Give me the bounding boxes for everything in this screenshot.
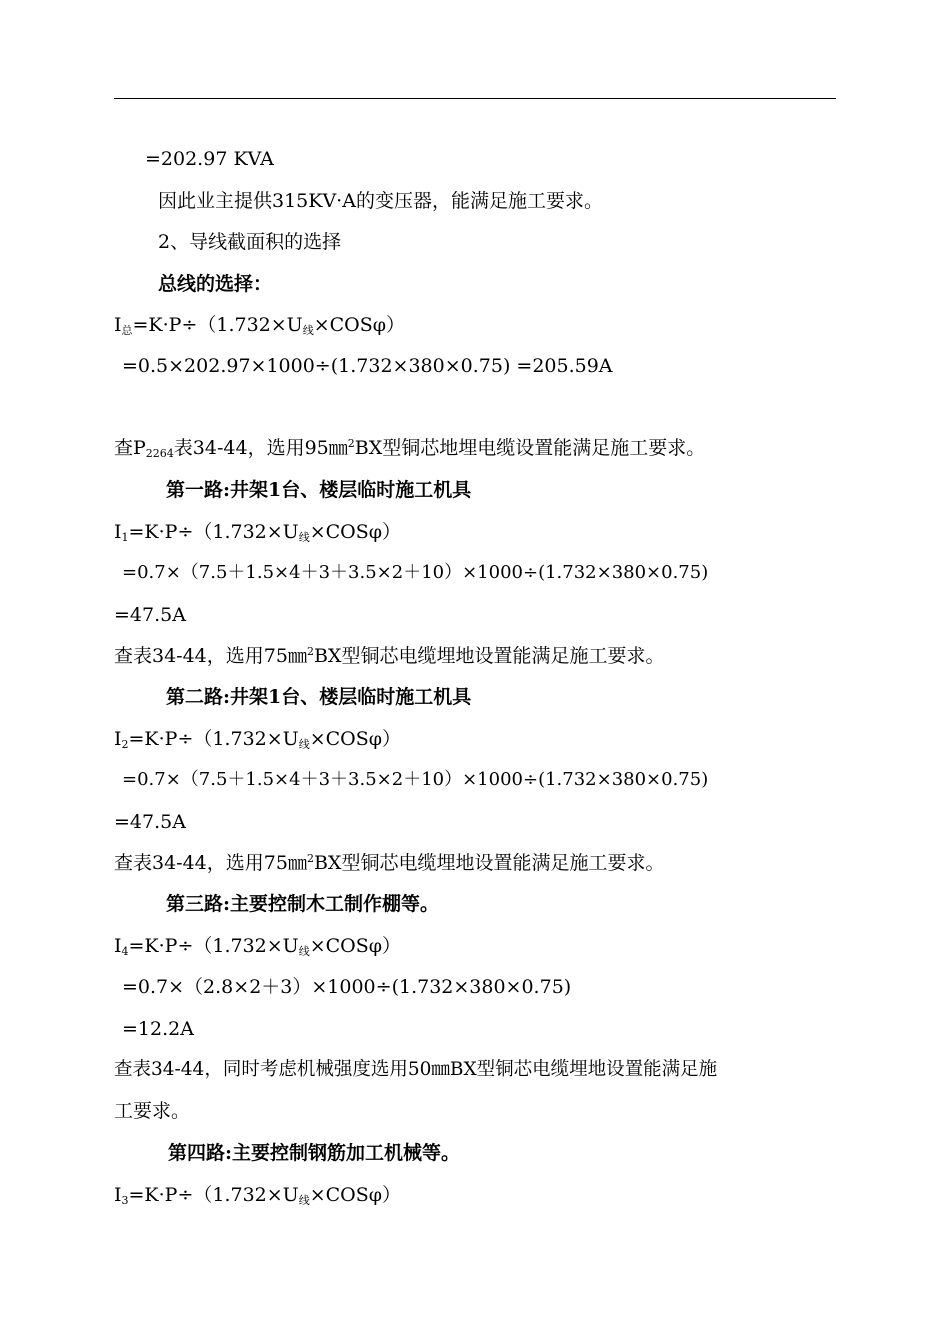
formula-symbol-sub: 3 (121, 1194, 129, 1207)
main-line-calc: =0.5×202.97×1000÷(1.732×380×0.75) =205.59A (122, 355, 613, 377)
formula-body-sub: 线 (298, 738, 310, 751)
route1-check (114, 643, 664, 669)
route3-check-line1: 查表34-44，同时考虑机械强度选用50㎜BX型铜芯电缆埋地设置能满足施 (114, 1059, 718, 1080)
route2-formula (114, 726, 401, 752)
route3-check-line2: 工要求。 (114, 1100, 191, 1122)
route2-heading: 第二路:井架1台、楼层临时施工机具 (166, 686, 472, 708)
formula-body-pre: =K·P÷（1.732×U (128, 728, 299, 750)
check-post: BX型铜芯电缆埋地设置能满足施工要求。 (313, 852, 665, 874)
formula-body-sub: 线 (298, 945, 310, 958)
route2-calc: =0.7×（7.5＋1.5×4＋3＋3.5×2＋10）×1000÷(1.732×380×0.75) (122, 769, 709, 790)
route3-result: =12.2A (122, 1018, 194, 1040)
formula-symbol: I (114, 728, 122, 750)
route1-formula (114, 519, 401, 545)
check-post: BX型铜芯电缆埋地设置能满足施工要求。 (313, 645, 665, 667)
main-line-check (114, 435, 705, 461)
check-pre: 查P (114, 437, 146, 459)
check-sup: 2 (306, 852, 314, 865)
formula-body-pre: =K·P÷（1.732×U (128, 521, 299, 543)
main-line-heading: 总线的选择： (158, 273, 273, 295)
formula-symbol-sub: 2 (121, 738, 129, 751)
main-line-formula (114, 312, 405, 338)
route1-result: =47.5A (114, 604, 186, 626)
check-sup: 2 (306, 645, 314, 658)
formula-symbol: I (114, 1184, 122, 1206)
formula-body-pre: =K·P÷（1.732×U (128, 1184, 299, 1206)
route1-heading: 第一路:井架1台、楼层临时施工机具 (166, 479, 472, 501)
formula-body-post: ×COSφ） (309, 521, 402, 543)
check-sup: 2 (347, 437, 355, 450)
formula-body-post: ×COSφ） (309, 935, 402, 957)
route2-check (114, 850, 664, 876)
formula-symbol: I (114, 521, 122, 543)
route3-heading: 第三路:主要控制木工制作棚等。 (166, 893, 440, 915)
formula-symbol-sub: 4 (121, 945, 129, 958)
check-post: BX型铜芯地埋电缆设置能满足施工要求。 (354, 437, 706, 459)
check-pre: 查表34-44，选用75㎜ (114, 645, 307, 667)
formula-symbol-sub: 1 (121, 531, 129, 544)
route3-calc: =0.7×（2.8×2＋3）×1000÷(1.732×380×0.75) (122, 976, 572, 998)
formula-body-pre: =K·P÷（1.732×U (128, 935, 299, 957)
conclusion-text: 因此业主提供315KV·A的变压器，能满足施工要求。 (158, 190, 603, 212)
section-heading: 2、导线截面积的选择 (158, 231, 342, 253)
route4-formula (114, 1182, 401, 1208)
formula-body-sub: 线 (298, 531, 310, 544)
formula-symbol-sub: 总 (121, 324, 133, 337)
check-pre: 查表34-44，选用75㎜ (114, 852, 307, 874)
header-rule (114, 98, 836, 99)
formula-symbol: I (114, 314, 122, 336)
check-mid: 表34-44，选用95㎜ (173, 437, 348, 459)
formula-body-sub: 线 (302, 324, 314, 337)
route2-result: =47.5A (114, 811, 186, 833)
formula-symbol: I (114, 935, 122, 957)
formula-body-post: ×COSφ） (309, 1184, 402, 1206)
top-result: =202.97 KVA (145, 148, 274, 170)
route1-calc: =0.7×（7.5＋1.5×4＋3＋3.5×2＋10）×1000÷(1.732×380×0.75) (122, 562, 709, 583)
formula-body-sub: 线 (298, 1194, 310, 1207)
route3-formula (114, 933, 401, 959)
formula-body-pre: =K·P÷（1.732×U (132, 314, 303, 336)
formula-body-post: ×COSφ） (313, 314, 406, 336)
formula-body-post: ×COSφ） (309, 728, 402, 750)
route4-heading: 第四路:主要控制钢筋加工机械等。 (168, 1142, 461, 1164)
check-sub: 2264 (145, 447, 174, 460)
